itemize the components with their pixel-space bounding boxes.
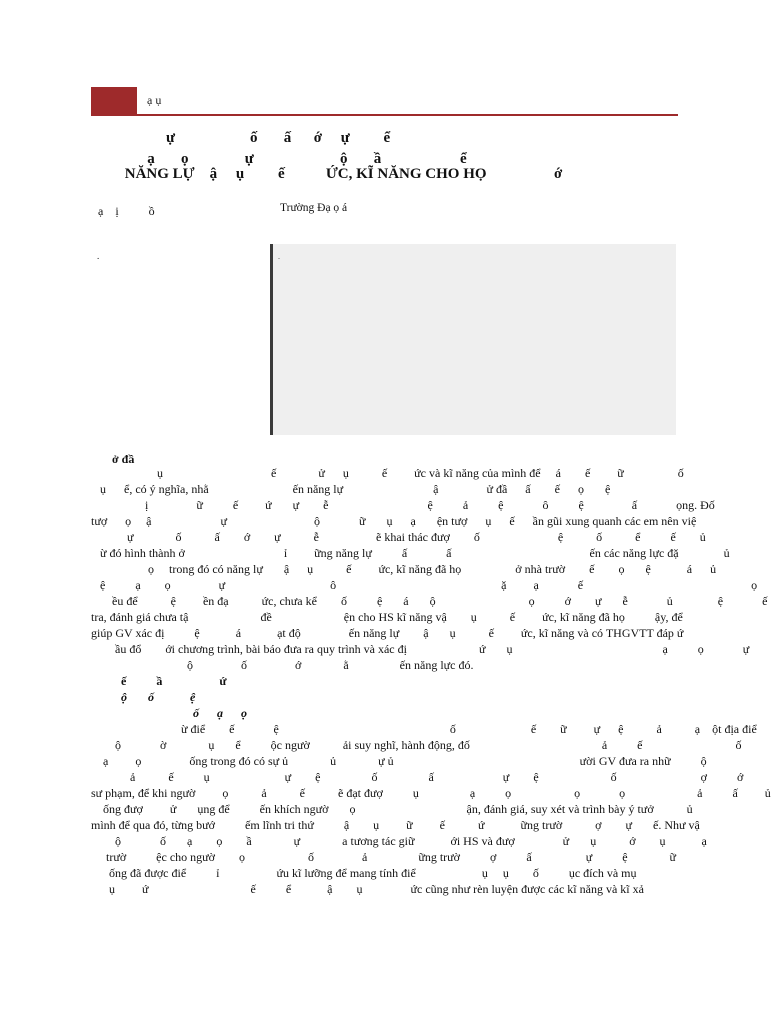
body-line: mình để qua đó, từng bướ ếm lĩnh tri thứ ậ ụ ữ ế ứ ững trườ ợ ự ế. Như vậ: [91, 818, 700, 832]
subsection-heading-italic: ộ ố ệ: [91, 690, 196, 704]
author-name: ạ ị ồ: [98, 204, 155, 218]
body-line: ụ ứ ế ể ậ ụ ức cũng như rèn luyện được các kĩ năng và kĩ xả: [91, 882, 644, 896]
body-line: ị ữ ế ứ ự ễ ệ ả ệ ô ệ ấ ọng. Đố: [91, 498, 715, 512]
abstract-rule: [270, 244, 273, 435]
abstract-box: [270, 244, 676, 435]
running-header: [91, 87, 678, 115]
body-line: ừ điể ế ệ ố ế ữ ự ệ ả ạ ột địa điể: [91, 722, 757, 736]
section-heading: ở đầ: [91, 452, 135, 466]
body-line: ộ ố ạ ọ ầ ự a tương tác giữ ới HS và đượ ử ụ ớ ụ ạ: [91, 834, 707, 848]
title-line-1: ự ố ấ ớ ự ể: [91, 130, 391, 146]
title-line-3: NĂNG LỰ ậ ụ ế ỨC, KĨ NĂNG CHO HỌ ớ: [91, 166, 563, 182]
body-line: ụ ể, có ý nghĩa, nhằ ến năng lự ậ ử đầ ấ ế ọ ệ: [91, 482, 611, 496]
body-line: ộ ố ớ ằ ến năng lực đó.: [91, 658, 474, 672]
abstract-marker: .: [97, 251, 100, 261]
body-line: ều để ệ ền đạ ức, chưa kể ố ệ á ộ ọ ớ ự ễ ủ ệ ế: [91, 594, 768, 608]
header-accent-block: [91, 87, 137, 115]
title-line-2: ạ ọ ự ộ ầ ể: [91, 151, 467, 167]
body-line: ừ đó hình thành ở ỉ ững năng lự ấ ấ ến các năng lực đặ ủ: [91, 546, 730, 560]
body-line: ầu đổ ới chương trình, bài báo đưa ra quy trình và xác đị ứ ụ ạ ọ ự: [91, 642, 750, 656]
body-line: ụ ế ử ụ ế ức và kĩ năng của mình để á ế ữ ố: [91, 466, 684, 480]
subsection-heading-italic: ố ạ ọ: [91, 706, 247, 720]
body-line: ự ố ấ ớ ự ễ ẽ khai thác đượ ố ệ ố ể ế ủ: [91, 530, 706, 544]
body-line: tra, đánh giá chưa tậ đề ện cho HS kĩ năng vậ ụ ế ức, kĩ năng đã họ ậy, để: [91, 610, 683, 624]
body-line: sư phạm, để khi ngườ ọ ả ế ẽ đạt đượ ụ ạ ọ ọ ọ ả ấ ủ: [91, 786, 771, 800]
body-line: giúp GV xác đị ệ á ạt độ ến năng lự ậ ụ ế ức, kĩ năng và có THGVTT đáp ứ: [91, 626, 684, 640]
body-line: ả ế ụ ự ệ ố ấ ự ệ ố ợ ớ: [91, 770, 744, 784]
body-line: tượ ọ ậ ự ộ ữ ụ ạ ện tượ ụ ế ần gũi xung quanh các em nên việ: [91, 514, 697, 528]
body-line: ống đã được điể ỉ ứu kĩ lưỡng để mang tính điể ụ ụ ố ục đích và mụ: [91, 866, 637, 880]
body-line: ống đượ ử ụng để ến khích ngườ ọ ận, đánh giá, suy xét và trình bày ý tưở ủ: [91, 802, 693, 816]
header-text: ạ ụ: [147, 93, 162, 107]
body-line: ộ ờ ụ ể ộc ngườ ải suy nghĩ, hành động, đố ả ế ố: [91, 738, 742, 752]
body-line: ạ ọ ống trong đó có sự ủ ủ ự ủ ười GV đưa ra nhữ ộ: [91, 754, 707, 768]
body-line: trườ ệc cho ngườ ọ ố ả ững trườ ợ ấ ự ệ ữ: [91, 850, 677, 864]
header-rule: [91, 114, 678, 116]
body-line: ệ ạ ọ ự ô ặ ạ ế ọ: [91, 578, 758, 592]
body-line: ọ trong đó có năng lự ậ ụ ế ức, kĩ năng đã họ ở nhà trườ ế ọ ệ á ủ: [91, 562, 717, 576]
abstract-inner-marker: .: [278, 252, 280, 261]
author-affiliation: Trường Đạ ọ á: [280, 202, 348, 214]
subsection-heading: ế ầ ứ: [91, 674, 227, 688]
